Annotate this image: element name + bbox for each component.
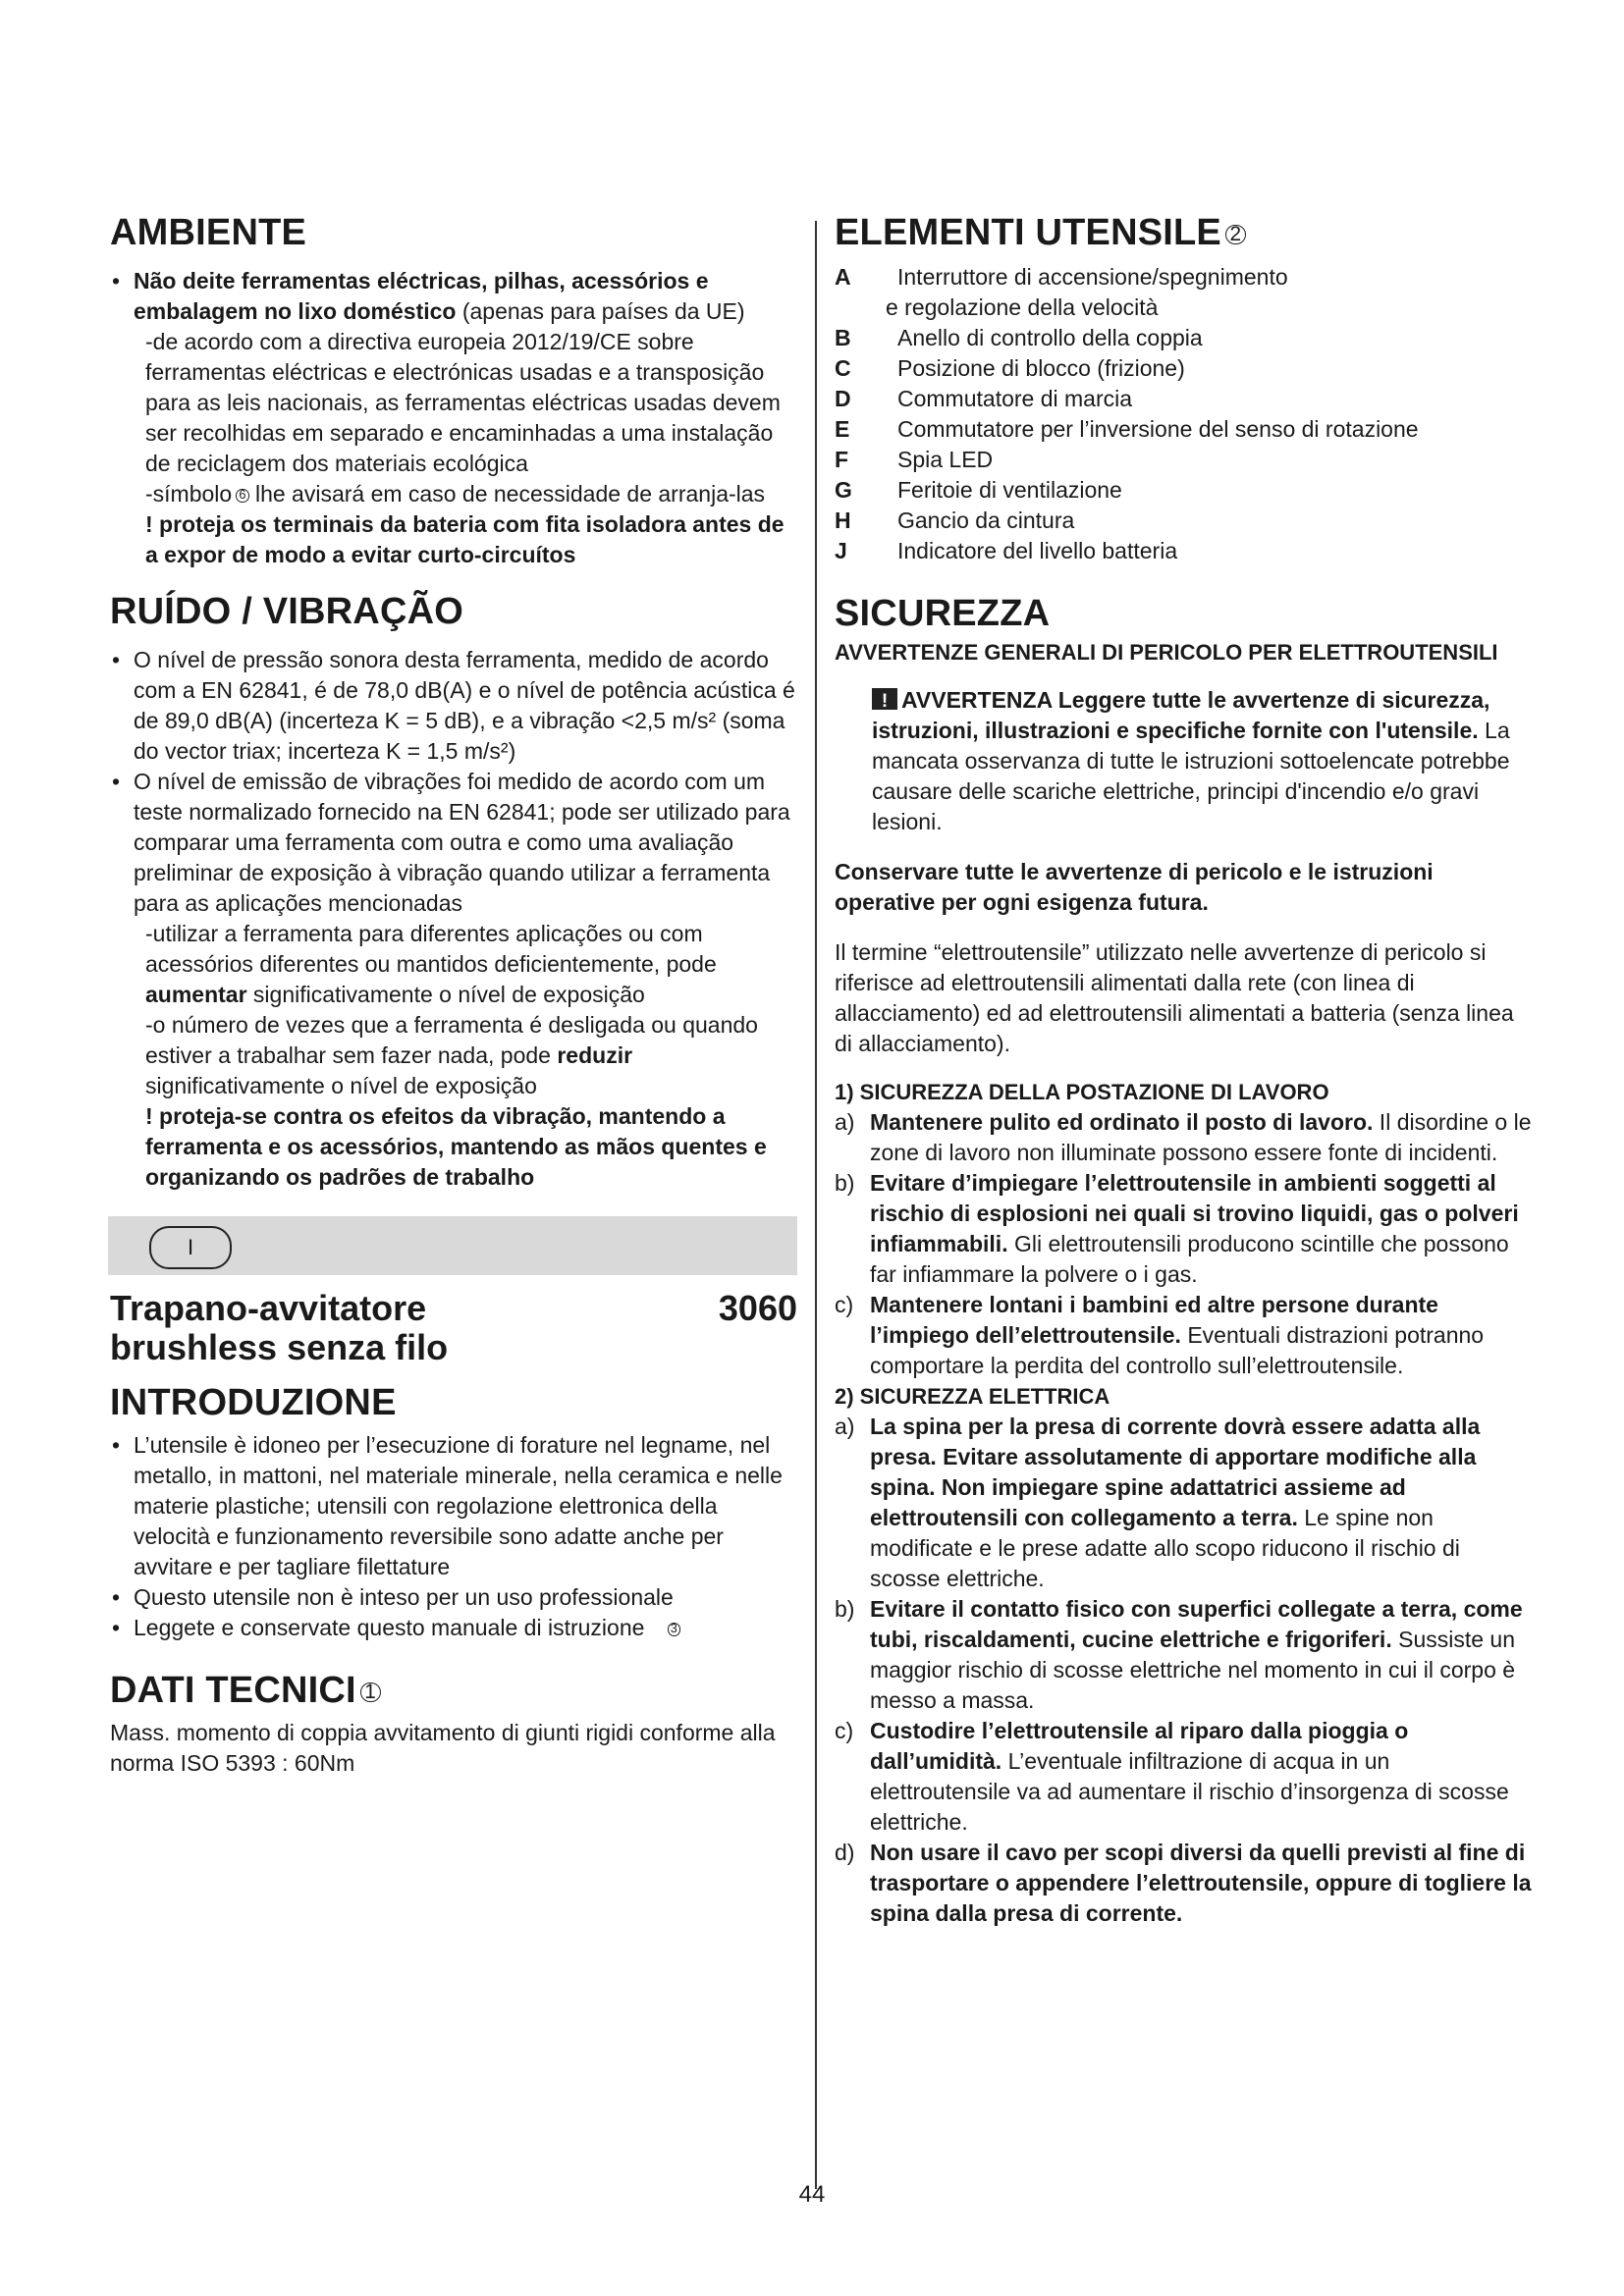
ambiente-bullet — [110, 266, 797, 327]
battery-warning-text: ! proteja os terminais da bateria com fita isoladora antes de a expor de modo a evitar curto-circuítos — [145, 511, 785, 567]
part-row-g — [835, 475, 1534, 506]
ruido-sub-1-pre: -utilizar a ferramenta para diferentes aplicações ou com acessórios diferentes ou mantidos deficientemente, pode — [145, 921, 717, 977]
section-1-item-c — [835, 1290, 1534, 1381]
part-key: E — [835, 416, 850, 442]
section-2-item-d — [835, 1838, 1534, 1929]
section-2-item-a — [835, 1412, 1534, 1594]
part-row-b — [835, 323, 1534, 353]
right-column — [835, 211, 1534, 1929]
section-2 — [835, 1381, 1534, 1929]
part-key: D — [835, 386, 851, 411]
left-column — [110, 211, 797, 1779]
item-letter: b) — [835, 1170, 855, 1196]
battery-warning — [145, 509, 797, 570]
symbol-text-pre: -símbolo — [145, 481, 233, 507]
ruido-sub-2-pre: -o número de vezes que a ferramenta é desligada ou quando estiver a trabalhar sem fazer nada, pode — [145, 1012, 758, 1068]
part-key: A — [835, 264, 851, 290]
item-letter: a) — [835, 1414, 855, 1439]
language-italy-icon: I — [149, 1226, 232, 1269]
part-key: B — [835, 325, 851, 350]
ruido-list — [110, 645, 797, 919]
conserve-note — [835, 857, 1534, 918]
vibration-warning-text: ! proteja-se contra os efeitos da vibração, mantendo a ferramenta e os acessórios, mantendo as mãos quentes e organizando os padrões de trabalho — [145, 1103, 767, 1190]
ambiente-bullet-bold: Não deite ferramentas eléctricas, pilhas, acessórios e embalagem no lixo doméstico — [134, 268, 709, 324]
intro-bullet-3-text: Leggete e conservate questo manuale di istruzione — [134, 1615, 645, 1640]
ruido-sub-2-post: significativamente o nível de exposição — [145, 1073, 537, 1098]
dati-section — [110, 1669, 797, 1779]
parts-list — [835, 262, 1534, 566]
figure-1-icon: 1 — [360, 1682, 381, 1703]
general-warning-rest: La mancata osservanza di tutte le istruzioni sottoelencate potrebbe causare delle scariche elettriche, principi d'incendio e/o gravi lesioni. — [872, 718, 1510, 834]
ambiente-bullet-rest: (apenas para países da UE) — [456, 298, 745, 324]
manual-3-icon: 3 — [668, 1623, 680, 1635]
part-value: Feritoie di ventilazione — [897, 477, 1122, 503]
item-rest: L’eventuale infiltrazione di acqua in un elettroutensile va ad aumentare il rischio d’insorgenza di scosse elettriche. — [870, 1748, 1509, 1835]
item-rest: Il disordine o le zone di lavoro non illuminate possono essere fonte di incidenti. — [870, 1109, 1532, 1165]
part-row-c — [835, 353, 1534, 384]
ruido-sub-1 — [145, 919, 797, 1010]
vibration-warning — [145, 1101, 797, 1193]
dati-heading — [110, 1669, 797, 1712]
item-text — [870, 1107, 1534, 1168]
section-1-title: 1) SICUREZZA DELLA POSTAZIONE DI LAVORO — [835, 1080, 1329, 1104]
intro-bullet-3 — [110, 1613, 797, 1643]
section-1-item-b — [835, 1168, 1534, 1290]
part-value: Indicatore del livello batteria — [897, 538, 1178, 563]
section-2-item-b — [835, 1594, 1534, 1716]
intro-heading: INTRODUZIONE — [110, 1382, 397, 1423]
ambiente-sublines — [145, 327, 797, 570]
ambiente-section — [110, 211, 797, 570]
item-rest: Gli elettroutensili producono scintille che possono far infiammare la polvere o i gas. — [870, 1231, 1509, 1287]
part-row-f — [835, 445, 1534, 475]
item-text — [870, 1290, 1534, 1381]
termine-note: Il termine “elettroutensile” utilizzato nelle avvertenze di pericolo si riferisce ad elettroutensili alimentati dalla rete (con linea di allacciamento) ed ad elettroutensili alimentati a batteria (senza linea di allacciamento). — [835, 939, 1514, 1056]
part-row-h — [835, 506, 1534, 536]
item-bold: Non usare il cavo per scopi diversi da quelli previsti al fine di trasportare o appendere l’elettroutensile, oppure di togliere la spina dalla presa di corrente. — [870, 1840, 1532, 1926]
item-bold: Evitare il contatto fisico con superfici collegate a terra, come tubi, riscaldamenti, cucine elettriche e frigoriferi. — [870, 1596, 1523, 1652]
dati-heading-text: DATI TECNICI — [110, 1670, 356, 1711]
ambiente-heading: AMBIENTE — [110, 212, 307, 253]
symbol-text-post: lhe avisará em caso de necessidade de arranja-las — [248, 481, 766, 507]
part-value: Interruttore di accensione/spegnimento — [897, 264, 1288, 290]
intro-bullet-1: • L’utensile è idoneo per l’esecuzione di forature nel legname, nel metallo, in mattoni, nel materiale minerale, nella ceramica e nelle materie plastiche; utensili con regolazione elettronica della velocità e funzionamento reversibile sono adatte anche per avvitare e per tagliare filettature — [110, 1430, 797, 1582]
part-row-a-cont — [835, 293, 1534, 323]
part-value: Anello di controllo della coppia — [897, 325, 1203, 350]
part-value: Spia LED — [897, 447, 994, 472]
part-row-e — [835, 414, 1534, 445]
part-value: Gancio da cintura — [897, 507, 1075, 533]
elementi-heading — [835, 211, 1534, 254]
part-key: G — [835, 477, 852, 503]
language-band — [108, 1216, 797, 1275]
item-letter: a) — [835, 1109, 855, 1135]
part-value: Commutatore per l’inversione del senso di rotazione — [897, 416, 1419, 442]
sicurezza-subtitle: AVVERTENZE GENERALI DI PERICOLO PER ELETTROUTENSILI — [835, 640, 1498, 665]
ruido-sub-1-bold: aumentar — [145, 982, 247, 1007]
section-1-item-a — [835, 1107, 1534, 1168]
item-bold: Mantenere pulito ed ordinato il posto di lavoro. — [870, 1109, 1374, 1135]
item-letter: d) — [835, 1840, 855, 1865]
item-letter: c) — [835, 1718, 854, 1743]
item-letter: c) — [835, 1292, 854, 1317]
ambiente-line: -de acordo com a directiva europeia 2012/19/CE sobre ferramentas eléctricas e electrónicas usadas e a transposição para as leis nacionais, as ferramentas eléctricas usadas devem ser recolhidas em separado e encaminhadas a uma instalação de reciclagem dos materiais ecológica — [145, 329, 781, 476]
general-warning — [835, 685, 1534, 837]
item-bold: La spina per la presa di corrente dovrà essere adatta alla presa. Evitare assolutamente di apportare modifiche alla spina. Non impiegare spine adattatrici assieme ad elettroutensili con collegamento a terra. — [870, 1414, 1481, 1530]
item-letter: b) — [835, 1596, 855, 1622]
ruido-bullet-2: • O nível de emissão de vibrações foi medido de acordo com um teste normalizado fornecido na EN 62841; pode ser utilizado para comparar uma ferramenta com outra e como uma avaliação preliminar de exposição à vibração quando utilizar a ferramenta para as aplicações mencionadas — [110, 767, 797, 919]
item-rest: Le spine non modificate e le prese adatte allo scopo riducono il rischio di scosse elettriche. — [870, 1505, 1460, 1591]
ruido-sub-2-bold: reduzir — [557, 1042, 633, 1068]
item-bold: Mantenere lontani i bambini ed altre persone durante l’impiego dell’elettroutensile. — [870, 1292, 1438, 1348]
warning-triangle-icon — [872, 688, 897, 710]
item-text — [870, 1412, 1534, 1594]
item-text — [870, 1838, 1534, 1929]
ambiente-symbol-line — [145, 479, 797, 509]
dati-text: Mass. momento di coppia avvitamento di giunti rigidi conforme alla norma ISO 5393 : 60Nm — [110, 1720, 776, 1776]
section-2-title: 2) SICUREZZA ELETTRICA — [835, 1384, 1110, 1409]
part-row-a — [835, 262, 1534, 293]
item-text — [870, 1168, 1534, 1290]
sicurezza-section — [835, 592, 1534, 1929]
intro-section — [110, 1381, 797, 1643]
product-title: Trapano-avvitatore brushless senza filo — [110, 1288, 449, 1367]
item-bold: Evitare d’impiegare l’elettroutensile in ambienti soggetti al rischio di esplosioni nei quali si trovino liquidi, gas o polveri infiammabili. — [870, 1170, 1519, 1256]
item-rest: Sussiste un maggior rischio di scosse elettriche nel momento in cui il corpo è messo a massa. — [870, 1627, 1516, 1713]
intro-list — [110, 1430, 797, 1643]
ruido-sublines — [145, 919, 797, 1193]
column-divider — [815, 221, 817, 2189]
figure-2-icon: 2 — [1225, 225, 1246, 245]
ambiente-list — [110, 266, 797, 327]
item-bold: Custodire l’elettroutensile al riparo dalla pioggia o dall’umidità. — [870, 1718, 1409, 1774]
ruido-bullet-1: • O nível de pressão sonora desta ferramenta, medido de acordo com a EN 62841, é de 78,0 dB(A) e o nível de potência acústica é de 89,0 dB(A) (incerteza K = 5 dB), e a vibração <2,5 m/s² (soma do vector triax; incerteza K = 1,5 m/s²) — [110, 645, 797, 767]
ruido-sub-1-post: significativamente o nível de exposição — [246, 982, 645, 1007]
part-value: Posizione di blocco (frizione) — [897, 355, 1185, 381]
item-text — [870, 1716, 1534, 1838]
section-1 — [835, 1077, 1534, 1381]
part-value: Commutatore di marcia — [897, 386, 1133, 411]
sicurezza-heading: SICUREZZA — [835, 593, 1051, 634]
ruido-heading: RUÍDO / VIBRAÇÃO — [110, 591, 463, 632]
part-key: F — [835, 447, 849, 472]
item-rest: Eventuali distrazioni potranno comportare la perdita del controllo sull’elettroutensile. — [870, 1322, 1485, 1378]
conserve-note-text: Conservare tutte le avvertenze di pericolo e le istruzioni operative per ogni esigenza futura. — [835, 859, 1434, 915]
elementi-heading-text: ELEMENTI UTENSILE — [835, 212, 1221, 253]
section-2-item-c — [835, 1716, 1534, 1838]
item-text — [870, 1594, 1534, 1716]
symbol-6-icon: 6 — [236, 489, 248, 502]
intro-bullet-2: • Questo utensile non è inteso per un uso professionale — [110, 1582, 797, 1613]
page-number: 44 — [798, 2181, 826, 2208]
part-row-d — [835, 384, 1534, 414]
product-title-row — [110, 1289, 797, 1367]
part-value-cont: e regolazione della velocità — [886, 294, 1159, 320]
part-row-j — [835, 536, 1534, 566]
product-number: 3060 — [718, 1288, 797, 1328]
part-key: C — [835, 355, 851, 381]
ruido-sub-2 — [145, 1010, 797, 1101]
general-warning-bold: AVVERTENZA Leggere tutte le avvertenze di sicurezza, istruzioni, illustrazioni e specifiche fornite con l'utensile. — [872, 687, 1490, 743]
part-key: H — [835, 507, 851, 533]
elementi-section — [835, 211, 1534, 566]
part-key: J — [835, 538, 847, 563]
ruido-section — [110, 590, 797, 1193]
